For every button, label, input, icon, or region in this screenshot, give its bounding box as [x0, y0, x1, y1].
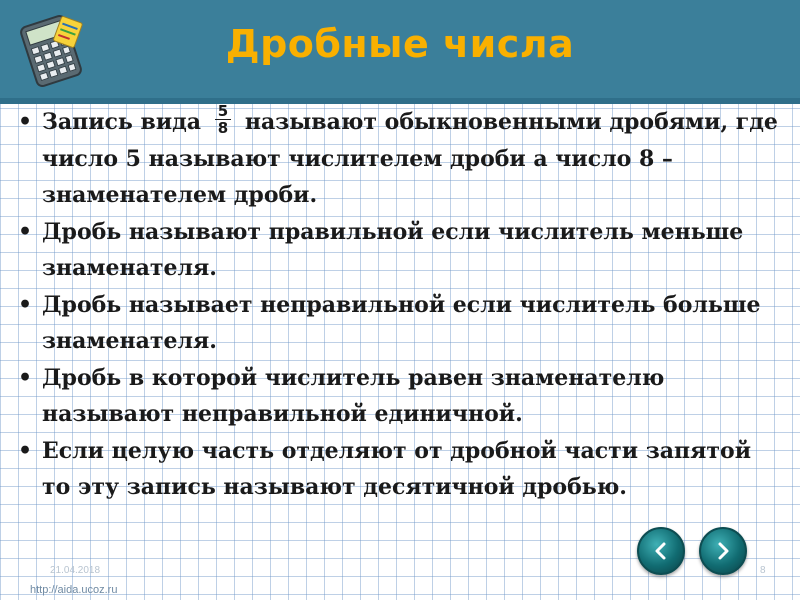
- slide-header: [0, 0, 800, 104]
- bullet1-text-end: называют обыкновенными дробями, где число 5 называют числителем дроби а число 8 – знаменателем дроби.: [42, 109, 778, 208]
- list-item: • Дробь в которой числитель равен знаменателю называют неправильной единичной.: [14, 360, 784, 433]
- chevron-right-icon: [709, 537, 737, 565]
- bullet1-text-start: Запись вида: [42, 109, 202, 135]
- page-number: 8: [760, 565, 766, 576]
- list-item: • Если целую часть отделяют от дробной части запятой то эту запись называют десятичной дробью.: [14, 433, 784, 506]
- previous-slide-button[interactable]: [637, 527, 685, 575]
- list-item: • Дробь называет неправильной если числитель больше знаменателя.: [14, 287, 784, 360]
- source-url[interactable]: http://aida.ucoz.ru: [30, 584, 118, 596]
- slide-date: 21.04.2018: [50, 565, 101, 576]
- fraction-numerator: 5: [215, 103, 231, 120]
- list-item: [14, 101, 784, 214]
- list-item: • Дробь называют правильной если числитель меньше знаменателя.: [14, 214, 784, 287]
- fraction-example: [215, 103, 231, 136]
- chevron-left-icon: [647, 537, 675, 565]
- fraction-denominator: 8: [217, 118, 229, 137]
- definition-list: [14, 101, 784, 506]
- slide-title: Дробные числа: [225, 22, 575, 66]
- next-slide-button[interactable]: [699, 527, 747, 575]
